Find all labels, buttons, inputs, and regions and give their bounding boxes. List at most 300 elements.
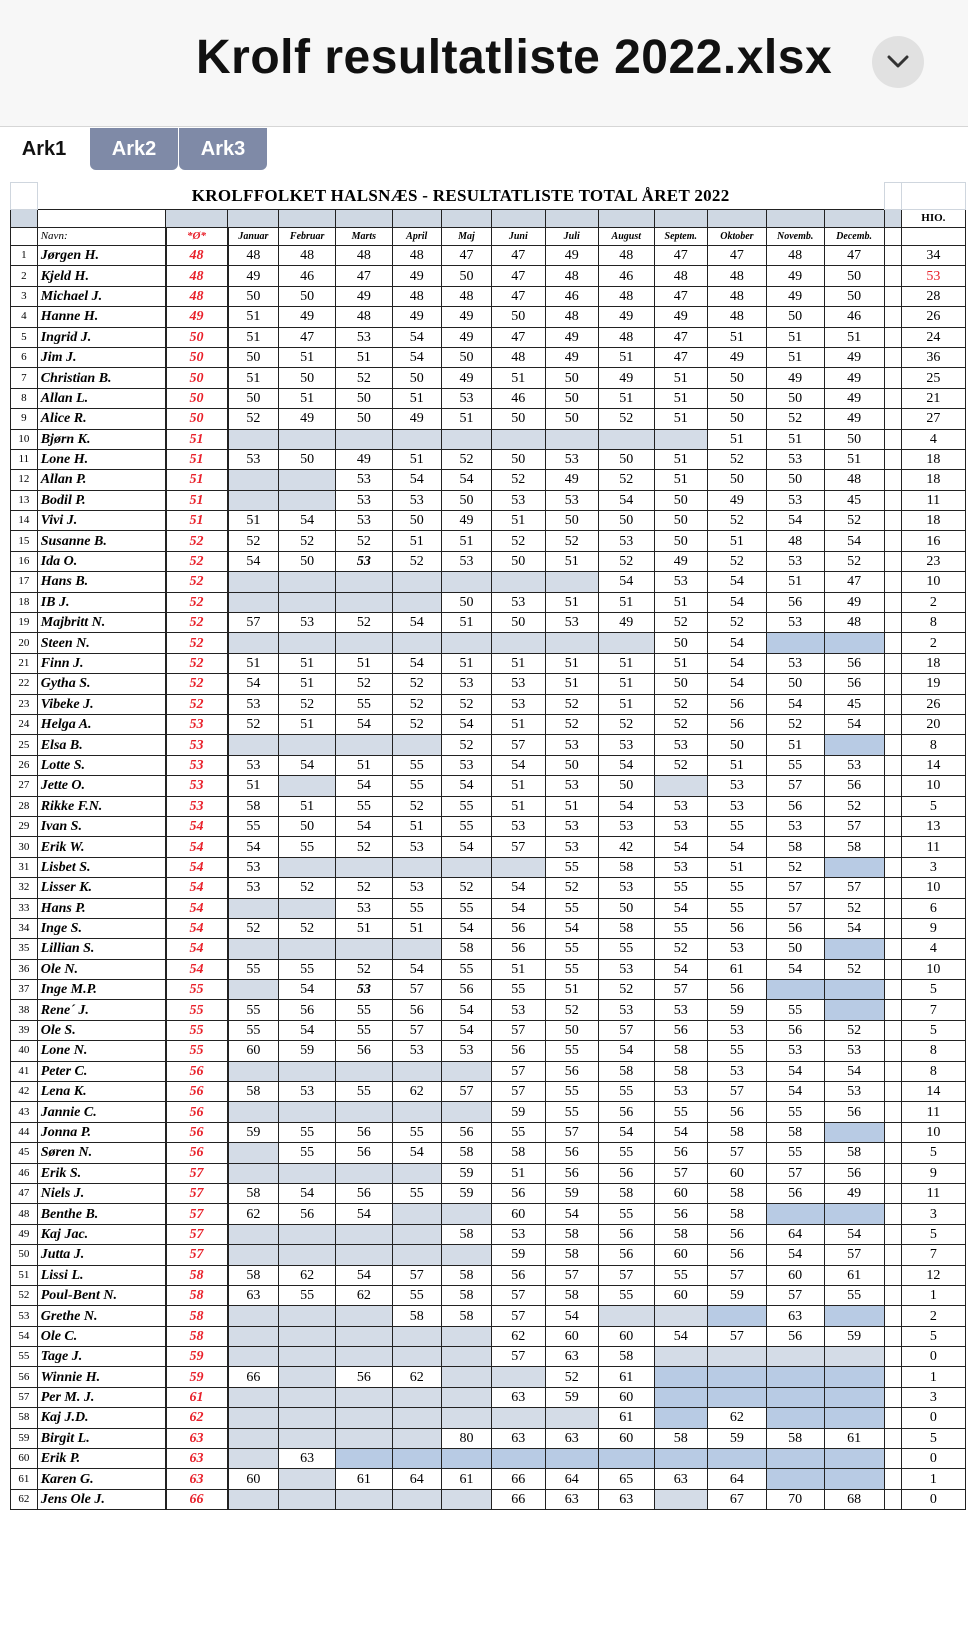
name-cell[interactable]: Rene´ J. [37,1000,165,1020]
score-cell[interactable] [228,735,279,755]
row-number-cell[interactable]: 20 [11,633,38,653]
spacer-cell[interactable] [884,613,901,633]
score-cell[interactable]: 53 [598,959,654,979]
score-cell[interactable]: 50 [654,511,707,531]
hio-cell[interactable]: 8 [901,735,965,755]
score-cell[interactable]: 56 [492,1265,545,1285]
score-cell[interactable]: 51 [766,327,824,347]
score-cell[interactable] [335,1326,392,1346]
score-cell[interactable] [228,490,279,510]
row-number-cell[interactable]: 29 [11,816,38,836]
score-cell[interactable]: 55 [279,959,336,979]
score-cell[interactable]: 58 [824,1143,884,1163]
score-cell[interactable]: 48 [708,286,767,306]
average-cell[interactable]: 54 [166,898,228,918]
score-cell[interactable]: 55 [392,776,441,796]
hio-cell[interactable]: 5 [901,1020,965,1040]
score-cell[interactable]: 59 [228,1122,279,1142]
score-cell[interactable]: 50 [441,592,491,612]
row-number-cell[interactable]: 13 [11,490,38,510]
score-cell[interactable]: 50 [392,368,441,388]
score-cell[interactable]: 57 [654,1163,707,1183]
score-cell[interactable]: 55 [545,857,598,877]
score-cell[interactable]: 58 [598,1347,654,1367]
row-number-cell[interactable]: 2 [11,266,38,286]
score-cell[interactable]: 57 [598,1265,654,1285]
hio-cell[interactable]: 0 [901,1347,965,1367]
score-cell[interactable]: 58 [708,1122,767,1142]
name-cell[interactable]: Jim J. [37,347,165,367]
score-cell[interactable] [392,939,441,959]
score-cell[interactable]: 55 [228,959,279,979]
name-cell[interactable]: Lissi L. [37,1265,165,1285]
score-cell[interactable] [392,1102,441,1122]
score-cell[interactable]: 46 [279,266,336,286]
score-cell[interactable]: 54 [279,980,336,1000]
score-cell[interactable]: 62 [708,1408,767,1428]
score-cell[interactable]: 52 [598,551,654,571]
score-cell[interactable]: 54 [598,572,654,592]
score-cell[interactable]: 57 [824,878,884,898]
score-cell[interactable]: 63 [766,1306,824,1326]
score-cell[interactable]: 53 [492,592,545,612]
score-cell[interactable]: 58 [824,837,884,857]
score-cell[interactable]: 53 [766,1041,824,1061]
score-cell[interactable]: 59 [708,1428,767,1448]
spacer-cell[interactable] [884,1020,901,1040]
hio-cell[interactable]: 5 [901,1428,965,1448]
average-cell[interactable]: 55 [166,1000,228,1020]
average-cell[interactable]: 56 [166,1102,228,1122]
score-cell[interactable]: 63 [598,1489,654,1509]
score-cell[interactable]: 53 [654,1082,707,1102]
spacer-cell[interactable] [884,429,901,449]
score-cell[interactable]: 80 [441,1428,491,1448]
score-cell[interactable] [824,857,884,877]
score-cell[interactable]: 60 [598,1428,654,1448]
score-cell[interactable]: 55 [598,1082,654,1102]
score-cell[interactable]: 57 [492,1020,545,1040]
hio-cell[interactable]: 10 [901,878,965,898]
row-number-cell[interactable]: 1 [11,246,38,266]
row-number-cell[interactable]: 30 [11,837,38,857]
score-cell[interactable]: 51 [392,388,441,408]
score-cell[interactable]: 57 [492,735,545,755]
score-cell[interactable]: 56 [335,1367,392,1387]
score-cell[interactable]: 53 [228,755,279,775]
score-cell[interactable]: 52 [279,918,336,938]
score-cell[interactable]: 56 [392,1000,441,1020]
name-cell[interactable]: Inge S. [37,918,165,938]
average-cell[interactable]: 52 [166,531,228,551]
score-cell[interactable] [654,1449,707,1469]
score-cell[interactable]: 52 [392,674,441,694]
name-cell[interactable]: Susanne B. [37,531,165,551]
score-cell[interactable]: 57 [492,1347,545,1367]
row-number-cell[interactable]: 60 [11,1449,38,1469]
row-number-cell[interactable]: 47 [11,1183,38,1203]
score-cell[interactable]: 51 [492,1163,545,1183]
score-cell[interactable]: 52 [335,613,392,633]
score-cell[interactable]: 56 [492,939,545,959]
score-cell[interactable]: 53 [392,1041,441,1061]
score-cell[interactable]: 51 [492,714,545,734]
score-cell[interactable]: 50 [545,368,598,388]
score-cell[interactable]: 49 [441,307,491,327]
name-cell[interactable]: Rikke F.N. [37,796,165,816]
score-cell[interactable]: 52 [335,837,392,857]
score-cell[interactable]: 51 [708,755,767,775]
score-cell[interactable] [824,1449,884,1469]
score-cell[interactable]: 54 [824,1224,884,1244]
score-cell[interactable]: 53 [492,674,545,694]
score-cell[interactable]: 49 [766,368,824,388]
score-cell[interactable]: 51 [545,796,598,816]
score-cell[interactable]: 50 [492,307,545,327]
score-cell[interactable]: 47 [708,246,767,266]
score-cell[interactable]: 52 [228,918,279,938]
score-cell[interactable] [441,633,491,653]
score-cell[interactable] [279,1408,336,1428]
score-cell[interactable]: 48 [335,246,392,266]
score-cell[interactable]: 55 [335,1020,392,1040]
hio-cell[interactable]: 26 [901,307,965,327]
row-number-cell[interactable]: 26 [11,755,38,775]
score-cell[interactable]: 50 [441,347,491,367]
hio-cell[interactable]: 10 [901,959,965,979]
score-cell[interactable]: 52 [598,470,654,490]
score-cell[interactable] [545,1408,598,1428]
score-cell[interactable]: 54 [708,592,767,612]
hio-cell[interactable]: 8 [901,613,965,633]
score-cell[interactable]: 51 [598,592,654,612]
row-number-cell[interactable]: 4 [11,307,38,327]
score-cell[interactable]: 54 [766,694,824,714]
average-cell[interactable]: 51 [166,449,228,469]
average-cell[interactable]: 58 [166,1265,228,1285]
score-cell[interactable]: 53 [598,816,654,836]
score-cell[interactable]: 53 [766,551,824,571]
score-cell[interactable]: 56 [824,1163,884,1183]
score-cell[interactable] [441,1102,491,1122]
score-cell[interactable]: 49 [441,368,491,388]
score-cell[interactable]: 52 [392,714,441,734]
score-cell[interactable]: 52 [708,613,767,633]
score-cell[interactable] [766,1347,824,1367]
average-cell[interactable]: 58 [166,1285,228,1305]
score-cell[interactable]: 52 [228,714,279,734]
score-cell[interactable] [392,735,441,755]
score-cell[interactable]: 59 [708,1000,767,1020]
name-cell[interactable]: Steen N. [37,633,165,653]
score-cell[interactable]: 50 [708,368,767,388]
score-cell[interactable]: 58 [441,1306,491,1326]
average-cell[interactable]: 56 [166,1143,228,1163]
score-cell[interactable] [824,633,884,653]
score-cell[interactable]: 60 [654,1183,707,1203]
score-cell[interactable]: 55 [228,1020,279,1040]
row-number-cell[interactable]: 12 [11,470,38,490]
score-cell[interactable] [392,1326,441,1346]
score-cell[interactable] [279,1347,336,1367]
score-cell[interactable]: 54 [335,714,392,734]
score-cell[interactable]: 54 [441,776,491,796]
score-cell[interactable]: 47 [335,266,392,286]
score-cell[interactable]: 54 [492,898,545,918]
score-cell[interactable]: 51 [279,347,336,367]
score-cell[interactable]: 55 [392,1285,441,1305]
score-cell[interactable] [392,1061,441,1081]
spacer-cell[interactable] [884,1102,901,1122]
score-cell[interactable]: 50 [598,776,654,796]
score-cell[interactable]: 63 [492,1387,545,1407]
name-cell[interactable]: Kaj Jac. [37,1224,165,1244]
row-number-cell[interactable]: 36 [11,959,38,979]
score-cell[interactable]: 57 [392,980,441,1000]
score-cell[interactable]: 54 [228,837,279,857]
score-cell[interactable] [335,735,392,755]
row-number-cell[interactable]: 15 [11,531,38,551]
score-cell[interactable] [654,1367,707,1387]
score-cell[interactable]: 55 [279,837,336,857]
average-cell[interactable]: 51 [166,490,228,510]
name-cell[interactable]: Ole S. [37,1020,165,1040]
score-cell[interactable]: 56 [654,1204,707,1224]
score-cell[interactable]: 66 [228,1367,279,1387]
score-cell[interactable]: 53 [708,939,767,959]
score-cell[interactable]: 54 [228,674,279,694]
score-cell[interactable]: 52 [654,714,707,734]
score-cell[interactable]: 53 [492,816,545,836]
score-cell[interactable]: 52 [441,449,491,469]
average-cell[interactable]: 52 [166,633,228,653]
score-cell[interactable]: 50 [654,674,707,694]
score-cell[interactable]: 55 [766,1143,824,1163]
name-cell[interactable]: IB J. [37,592,165,612]
score-cell[interactable]: 52 [654,939,707,959]
score-cell[interactable] [228,1245,279,1265]
score-cell[interactable] [598,1449,654,1469]
score-cell[interactable]: 50 [598,898,654,918]
spacer-cell[interactable] [884,1000,901,1020]
score-cell[interactable]: 56 [708,1102,767,1122]
spacer-cell[interactable] [884,1082,901,1102]
spacer-cell[interactable] [884,1285,901,1305]
score-cell[interactable]: 47 [492,246,545,266]
name-cell[interactable]: Hans B. [37,572,165,592]
score-cell[interactable] [335,1408,392,1428]
row-number-cell[interactable]: 45 [11,1143,38,1163]
score-cell[interactable] [824,980,884,1000]
score-cell[interactable] [279,470,336,490]
score-cell[interactable]: 53 [545,490,598,510]
score-cell[interactable] [392,1449,441,1469]
spacer-cell[interactable] [884,409,901,429]
score-cell[interactable] [392,633,441,653]
average-cell[interactable]: 50 [166,368,228,388]
score-cell[interactable]: 47 [654,246,707,266]
row-number-cell[interactable]: 31 [11,857,38,877]
average-cell[interactable]: 48 [166,246,228,266]
score-cell[interactable] [441,572,491,592]
score-cell[interactable]: 52 [228,409,279,429]
score-cell[interactable] [654,1306,707,1326]
hio-cell[interactable]: 1 [901,1367,965,1387]
score-cell[interactable]: 54 [654,959,707,979]
spacer-cell[interactable] [884,980,901,1000]
name-cell[interactable]: Vivi J. [37,511,165,531]
score-cell[interactable] [492,857,545,877]
score-cell[interactable]: 49 [441,327,491,347]
score-cell[interactable]: 63 [279,1449,336,1469]
row-number-cell[interactable]: 43 [11,1102,38,1122]
score-cell[interactable] [279,633,336,653]
score-cell[interactable]: 51 [598,388,654,408]
name-cell[interactable]: Poul-Bent N. [37,1285,165,1305]
score-cell[interactable]: 58 [708,1183,767,1203]
score-cell[interactable]: 53 [545,776,598,796]
name-cell[interactable]: Michael J. [37,286,165,306]
name-cell[interactable]: Alice R. [37,409,165,429]
hio-cell[interactable]: 25 [901,368,965,388]
name-cell[interactable]: Benthe B. [37,1204,165,1224]
score-cell[interactable]: 59 [441,1183,491,1203]
row-number-cell[interactable]: 6 [11,347,38,367]
average-cell[interactable]: 53 [166,796,228,816]
score-cell[interactable]: 51 [441,613,491,633]
score-cell[interactable]: 56 [766,1326,824,1346]
score-cell[interactable]: 54 [654,1326,707,1346]
file-menu-button[interactable] [872,36,924,88]
score-cell[interactable]: 55 [545,1041,598,1061]
tab-ark3[interactable]: Ark3 [179,128,267,170]
score-cell[interactable]: 53 [545,613,598,633]
score-cell[interactable]: 49 [598,368,654,388]
score-cell[interactable]: 54 [279,755,336,775]
score-cell[interactable] [654,1408,707,1428]
average-cell[interactable]: 54 [166,837,228,857]
spacer-cell[interactable] [884,592,901,612]
name-cell[interactable]: Allan P. [37,470,165,490]
score-cell[interactable] [441,1449,491,1469]
score-cell[interactable] [392,857,441,877]
score-cell[interactable] [824,1000,884,1020]
score-cell[interactable]: 53 [335,980,392,1000]
name-cell[interactable]: Finn J. [37,653,165,673]
row-number-cell[interactable]: 16 [11,551,38,571]
score-cell[interactable] [441,1367,491,1387]
score-cell[interactable] [228,470,279,490]
score-cell[interactable]: 52 [335,531,392,551]
score-cell[interactable]: 60 [598,1387,654,1407]
row-number-cell[interactable]: 11 [11,449,38,469]
score-cell[interactable]: 68 [824,1489,884,1509]
score-cell[interactable]: 50 [824,429,884,449]
score-cell[interactable]: 60 [228,1041,279,1061]
average-cell[interactable]: 54 [166,878,228,898]
score-cell[interactable]: 54 [766,959,824,979]
score-cell[interactable]: 53 [279,613,336,633]
score-cell[interactable] [492,1449,545,1469]
score-cell[interactable]: 49 [545,327,598,347]
score-cell[interactable]: 47 [824,572,884,592]
score-cell[interactable]: 55 [545,939,598,959]
score-cell[interactable]: 51 [335,653,392,673]
score-cell[interactable] [824,1387,884,1407]
row-number-cell[interactable]: 55 [11,1347,38,1367]
score-cell[interactable]: 56 [708,1224,767,1244]
score-cell[interactable] [824,735,884,755]
score-cell[interactable] [441,1204,491,1224]
score-cell[interactable]: 50 [654,490,707,510]
score-cell[interactable]: 57 [545,1265,598,1285]
spacer-cell[interactable] [884,898,901,918]
row-number-cell[interactable]: 22 [11,674,38,694]
score-cell[interactable]: 53 [708,796,767,816]
score-cell[interactable]: 56 [708,1245,767,1265]
score-cell[interactable]: 53 [766,449,824,469]
score-cell[interactable]: 52 [545,878,598,898]
score-cell[interactable] [279,1428,336,1448]
score-cell[interactable] [492,429,545,449]
score-cell[interactable] [228,1347,279,1367]
score-cell[interactable]: 63 [545,1347,598,1367]
score-cell[interactable]: 55 [766,755,824,775]
row-number-cell[interactable]: 23 [11,694,38,714]
score-cell[interactable]: 57 [392,1020,441,1040]
score-cell[interactable]: 54 [824,918,884,938]
spacer-cell[interactable] [884,959,901,979]
score-cell[interactable]: 50 [492,449,545,469]
score-cell[interactable] [335,939,392,959]
score-cell[interactable] [335,1061,392,1081]
score-cell[interactable]: 55 [824,1285,884,1305]
average-cell[interactable]: 52 [166,551,228,571]
hio-cell[interactable]: 13 [901,816,965,836]
score-cell[interactable]: 58 [545,1285,598,1305]
score-cell[interactable]: 48 [228,246,279,266]
score-cell[interactable]: 62 [335,1285,392,1305]
score-cell[interactable]: 63 [545,1428,598,1448]
score-cell[interactable] [392,1489,441,1509]
score-cell[interactable]: 52 [545,531,598,551]
score-cell[interactable]: 63 [228,1285,279,1305]
hio-cell[interactable]: 0 [901,1408,965,1428]
average-cell[interactable]: 56 [166,1061,228,1081]
score-cell[interactable]: 55 [228,1000,279,1020]
score-cell[interactable]: 51 [598,674,654,694]
score-cell[interactable]: 51 [824,449,884,469]
score-cell[interactable]: 48 [824,613,884,633]
spacer-cell[interactable] [884,327,901,347]
score-cell[interactable]: 50 [279,449,336,469]
spacer-cell[interactable] [884,1449,901,1469]
hio-cell[interactable]: 11 [901,837,965,857]
score-cell[interactable]: 48 [598,246,654,266]
row-number-cell[interactable]: 33 [11,898,38,918]
spacer-cell[interactable] [884,511,901,531]
score-cell[interactable] [654,1387,707,1407]
row-number-cell[interactable]: 37 [11,980,38,1000]
score-cell[interactable]: 52 [279,694,336,714]
score-cell[interactable]: 53 [441,674,491,694]
average-cell[interactable]: 58 [166,1326,228,1346]
score-cell[interactable]: 57 [492,1061,545,1081]
row-number-cell[interactable]: 50 [11,1245,38,1265]
score-cell[interactable]: 54 [766,1082,824,1102]
average-cell[interactable]: 55 [166,980,228,1000]
score-cell[interactable] [492,572,545,592]
